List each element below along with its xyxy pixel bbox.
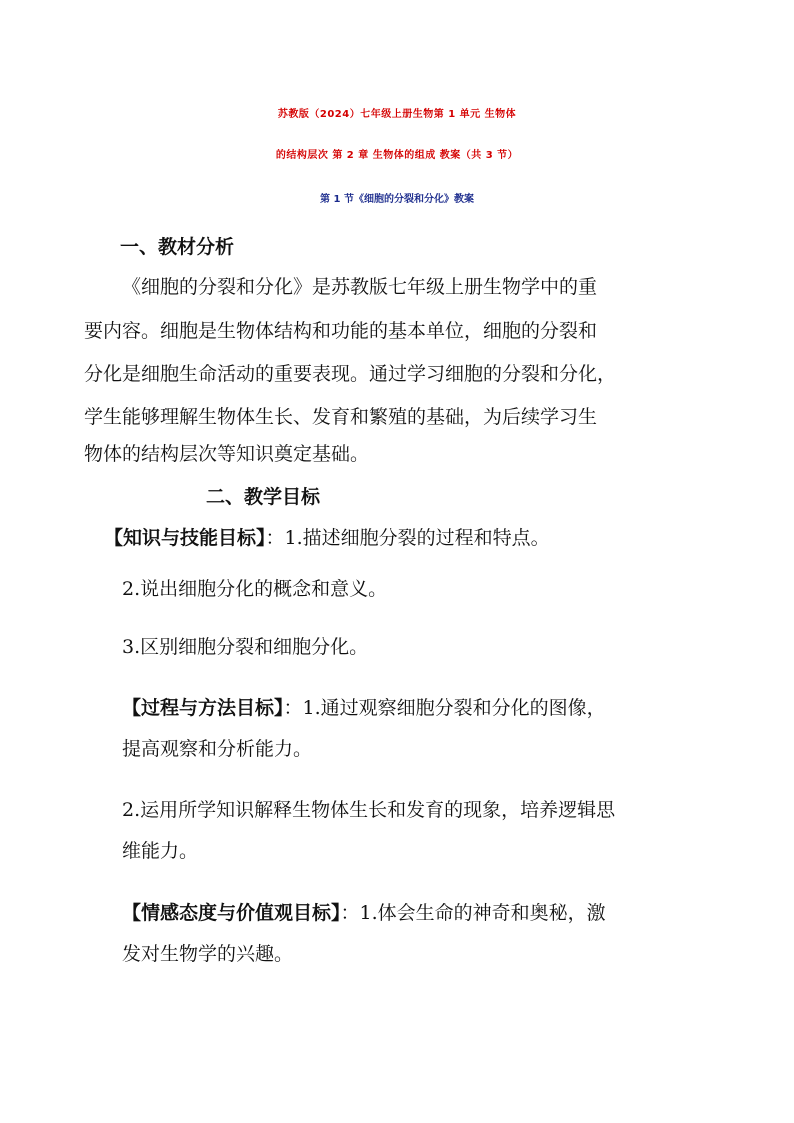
process-objective-line: [122, 693, 606, 720]
emotion-objective-line: [122, 898, 606, 925]
lesson-subtitle: 第 1 节《细胞的分裂和分化》教案: [320, 194, 474, 205]
process-objective-line: 2.运用所学知识解释生物体生长和发育的现象，培养逻辑思: [122, 799, 616, 821]
document-title-line-2: 的结构层次 第 2 章 生物体的组成 教案（共 3 节）: [275, 150, 519, 161]
section-heading-teaching-objectives: 二、教学目标: [206, 486, 321, 508]
knowledge-objective-line: 2.说出细胞分化的概念和意义。: [122, 578, 388, 600]
process-objective-line: 维能力。: [122, 840, 199, 862]
section-heading-textbook-analysis: 一、教材分析: [120, 236, 235, 258]
process-objective-line: 提高观察和分析能力。: [122, 738, 313, 760]
paragraph-line: 《细胞的分裂和分化》是苏教版七年级上册生物学中的重: [122, 276, 598, 298]
emotion-objective-line: 发对生物学的兴趣。: [122, 943, 294, 965]
paragraph-line: 分化是细胞生命活动的重要表现。通过学习细胞的分裂和分化，: [84, 363, 617, 385]
knowledge-objective-text: ：1.描述细胞分裂的过程和特点。: [265, 527, 550, 549]
process-objective-text: ：1.通过观察细胞分裂和分化的图像，: [283, 697, 606, 719]
emotion-objective-text: ：1.体会生命的神奇和奥秘，激: [340, 902, 606, 924]
document-title-line-1: 苏教版（2024）七年级上册生物第 1 单元 生物体: [277, 109, 517, 120]
paragraph-line: 要内容。细胞是生物体结构和功能的基本单位，细胞的分裂和: [84, 320, 598, 342]
emotion-objective-label: 【情感态度与价值观目标】: [122, 902, 341, 924]
knowledge-objective-line: [104, 523, 550, 550]
knowledge-objective-line: 3.区别细胞分裂和细胞分化。: [122, 636, 369, 658]
knowledge-objective-label: 【知识与技能目标】: [104, 527, 266, 549]
paragraph-line: 学生能够理解生物体生长、发育和繁殖的基础，为后续学习生: [84, 406, 598, 428]
process-objective-label: 【过程与方法目标】: [122, 697, 284, 719]
paragraph-line: 物体的结构层次等知识奠定基础。: [84, 443, 370, 465]
